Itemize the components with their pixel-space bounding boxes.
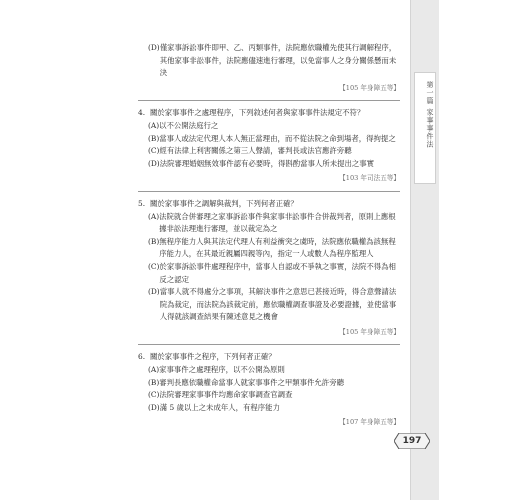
option-label: (D) — [148, 158, 160, 168]
option-text: 經有法律上利害關係之第三人聲請，審判長或法官應許旁聽 — [159, 146, 352, 156]
option-text: 當事人就不得處分之事項，其解決事件之意思已甚接近時，得合意聲請法院為裁定，而法院為該裁定前，應依職權調查事證及必要證據，並使當事人得就該調查結果有陳述意見之機會 — [159, 287, 397, 322]
source-tag: 【105 年身障五等】 — [339, 83, 400, 92]
option-item — [148, 211, 400, 236]
option-item — [148, 158, 400, 171]
option-text: 家事事件之處理程序，以不公開為原則 — [159, 365, 285, 375]
question-number: 6. — [138, 352, 146, 362]
question-text: 關於家事事件之處理程序，下列敘述何者與家事事件法規定不符？ — [150, 108, 365, 118]
option-item — [148, 389, 400, 402]
question-text: 關於家事事件之程序，下列何者正確？ — [150, 352, 276, 362]
option-label: (A) — [148, 120, 160, 130]
option-label: (B) — [148, 377, 160, 387]
option-text: 法院審理家事事件均應命家事調查官調查 — [159, 390, 293, 400]
option-label: (D) — [148, 287, 160, 297]
option-label: (B) — [148, 133, 160, 143]
option-label: (D) — [148, 402, 160, 412]
option-text: 滿 5 歲以上之未成年人，有程序能力 — [159, 402, 280, 412]
option-label: (C) — [148, 146, 160, 156]
option-item — [148, 402, 400, 415]
option-item — [148, 120, 400, 133]
option-item — [148, 236, 400, 261]
divider — [138, 100, 400, 101]
option-text: 於家事訴訟事件處理程序中，當事人自認或不爭執之事實，法院不得為相反之認定 — [159, 261, 396, 284]
page-number-badge — [394, 433, 430, 449]
chapter-tab — [414, 72, 436, 184]
source-tag: 【103 年司法五等】 — [339, 174, 400, 183]
divider — [138, 344, 400, 345]
option-text: 法院審理婚姻無效事件認有必要時，得斟酌當事人所未提出之事實 — [159, 158, 375, 168]
option-label: (C) — [148, 390, 160, 400]
question-text: 關於家事事件之調解與裁判，下列何者正確？ — [150, 198, 298, 208]
option-label: (C) — [148, 261, 160, 271]
option-item — [148, 145, 400, 158]
option-item — [148, 377, 400, 390]
question-number: 5. — [138, 198, 146, 208]
option-text: 法院就合併審理之家事訴訟事件與家事非訟事件合併裁判者，原則上應根據非訟法理進行審理，並以裁定為之 — [159, 211, 396, 234]
question-number: 4. — [138, 108, 146, 118]
source-tag: 【107 年身障五等】 — [339, 418, 400, 427]
question-block — [138, 107, 400, 185]
option-item — [148, 133, 400, 146]
option-text: 僅家事訴訟事件即甲、乙、丙類事件，法院應依職權先使其行調解程序，其他家事非訟事件，法院應儘速進行審理，以免當事人之身分關係懸而未決 — [159, 43, 397, 78]
source-tag: 【105 年身障五等】 — [339, 327, 400, 336]
option-item — [148, 261, 400, 286]
question-block — [138, 351, 400, 429]
option-text: 無程序能力人與其法定代理人有利益衝突之虞時，法院應依職權為該無程序能力人，在其最近親屬四親等內，指定一人或數人為程序監理人 — [159, 236, 396, 259]
page-number: 197 — [402, 436, 422, 446]
page-content — [138, 42, 400, 429]
option-item — [148, 364, 400, 377]
divider — [138, 191, 400, 192]
chapter-tab-label: 第一篇 家事事件法 — [426, 81, 434, 149]
option-label: (B) — [148, 236, 160, 246]
option-item — [148, 286, 400, 324]
question-block — [138, 198, 400, 339]
option-label: (D) — [148, 43, 160, 52]
top-option — [138, 42, 400, 80]
option-text: 審判長應依職權命當事人就家事事件之甲類事件允許旁聽 — [159, 377, 344, 387]
option-text: 當事人或法定代理人本人無正當理由，而不從法院之命到場者，得拘提之 — [159, 133, 396, 143]
option-text: 以不公開法庭行之 — [159, 120, 219, 130]
option-label: (A) — [148, 211, 160, 221]
option-label: (A) — [148, 365, 160, 375]
